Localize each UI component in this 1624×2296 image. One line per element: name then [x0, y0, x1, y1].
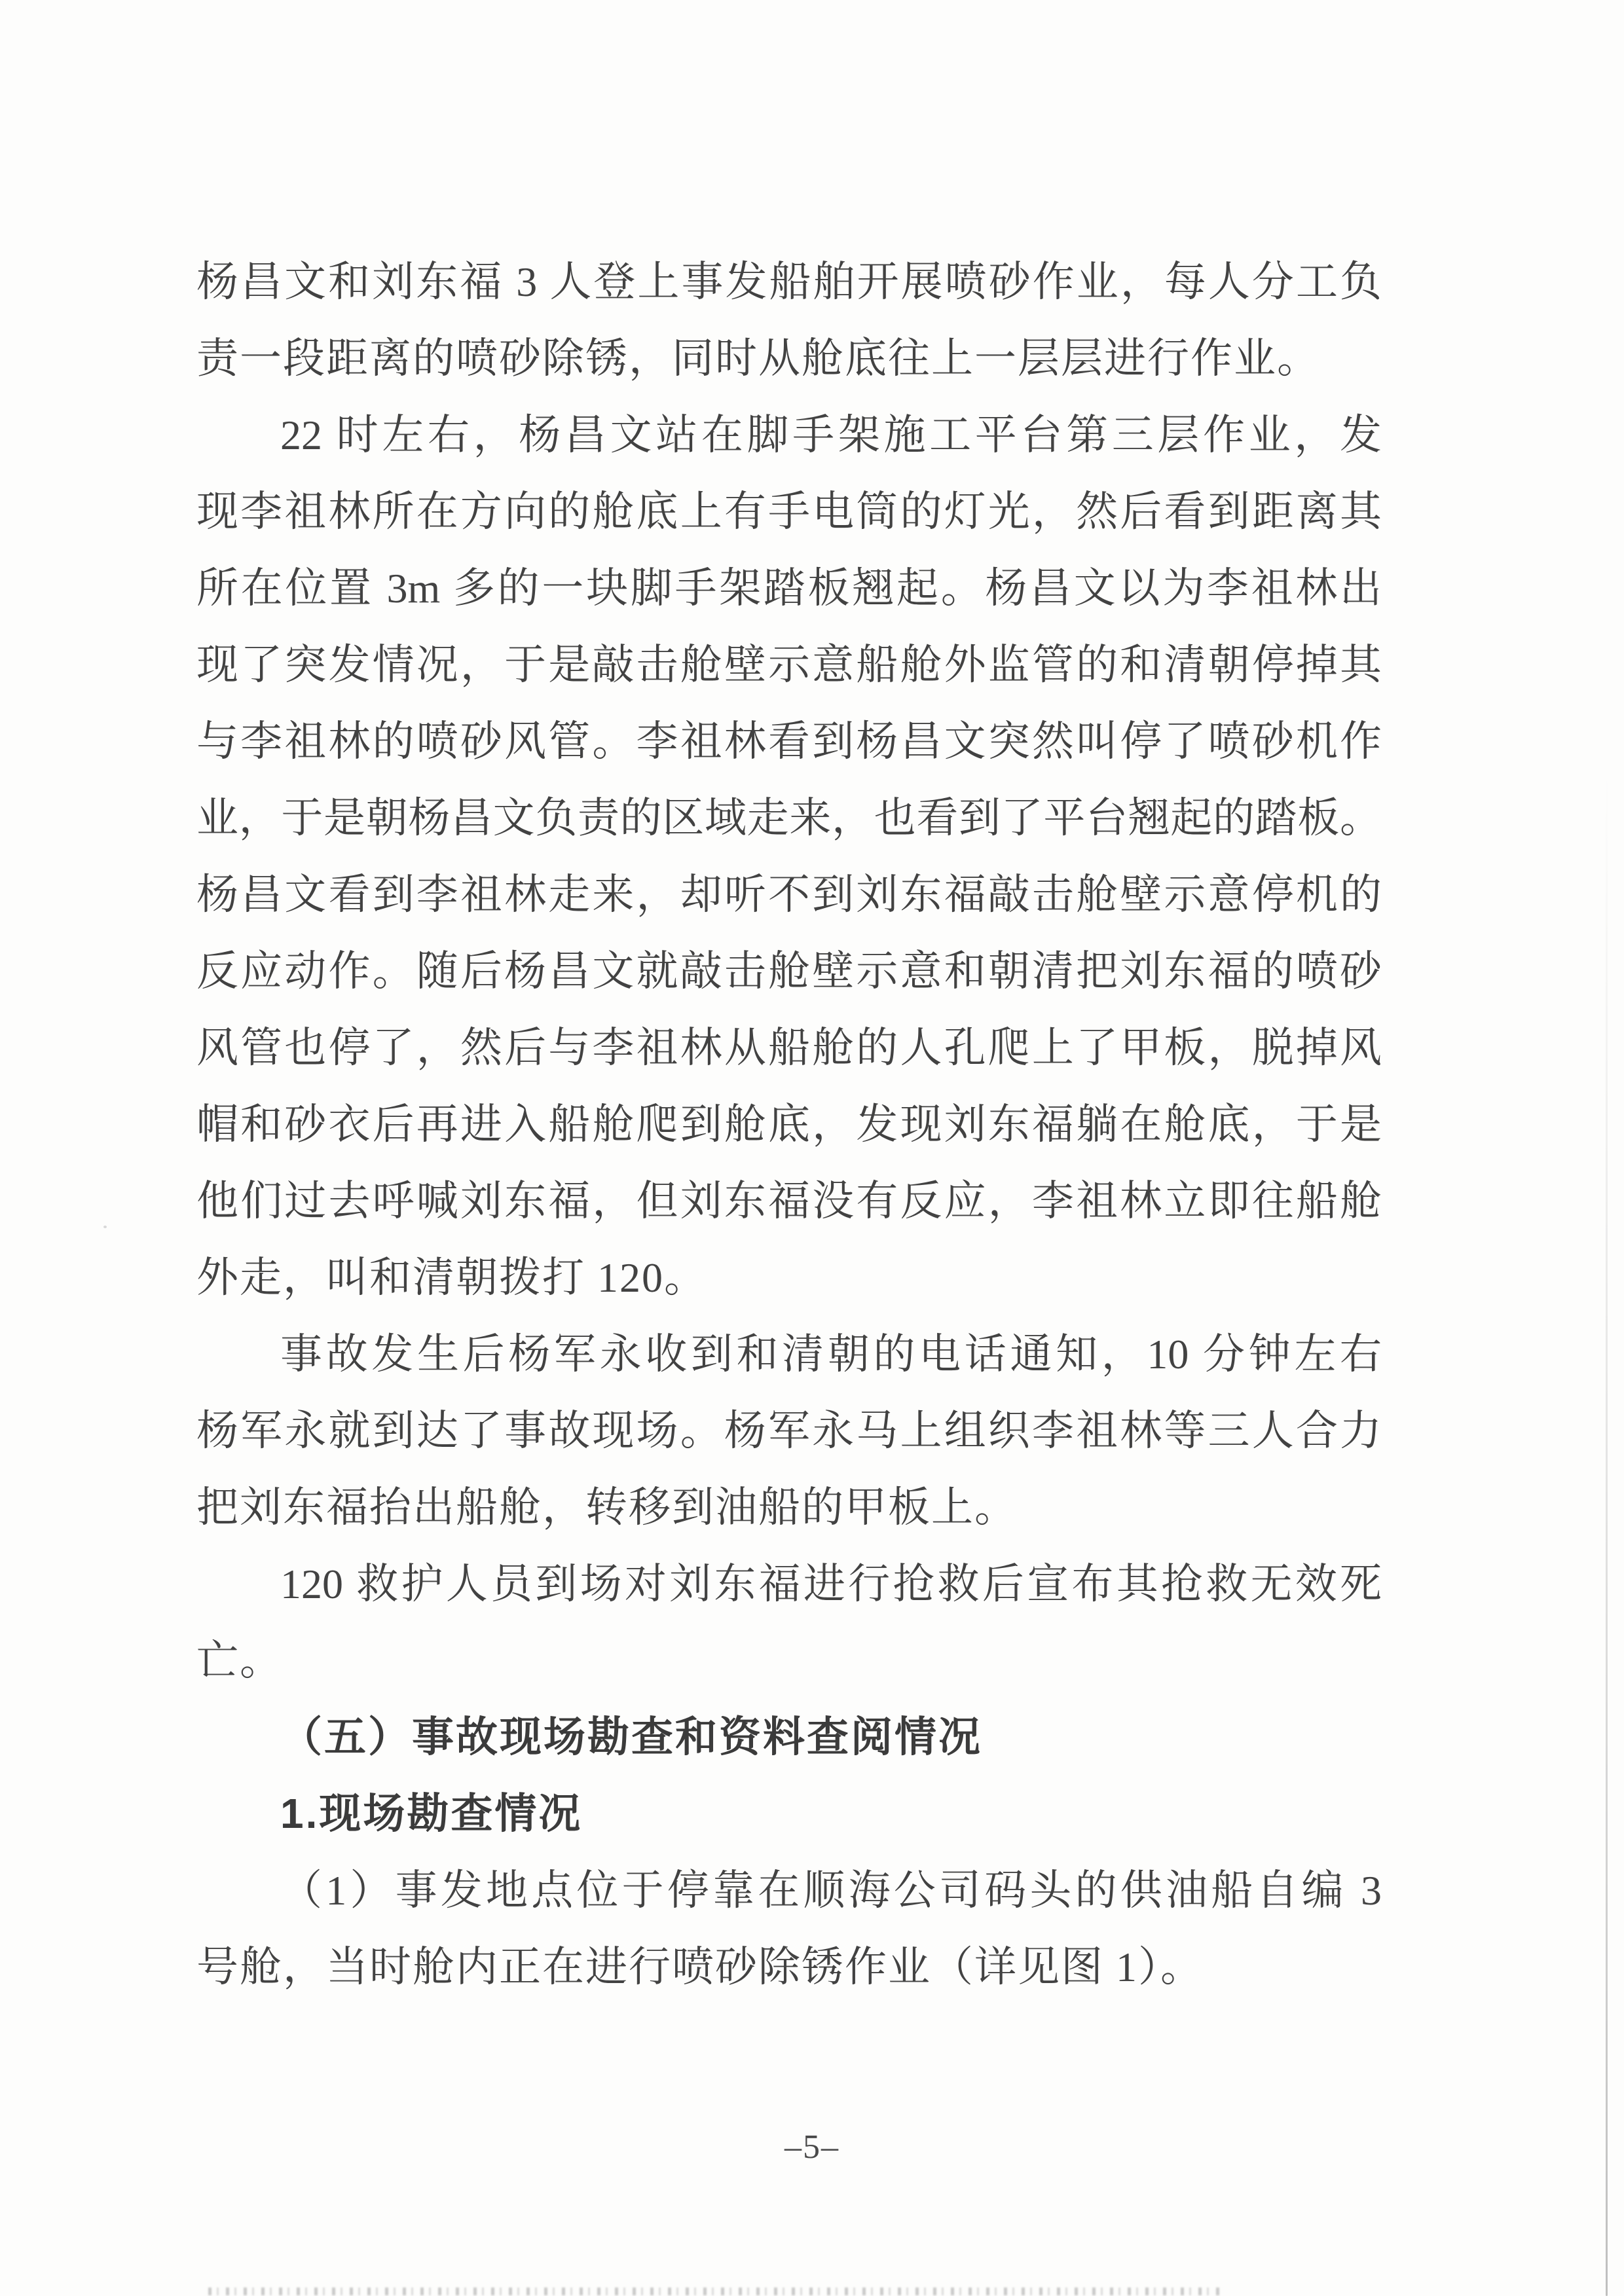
body-line: 责一段距离的喷砂除锈，同时从舱底往上一层层进行作业。: [196, 335, 1320, 382]
scan-edge-line-artifact: [1606, 773, 1608, 2296]
body-line: 业，于是朝杨昌文负责的区域走来，也看到了平台翘起的踏板。: [196, 795, 1382, 841]
body-line: 他们过去呼喊刘东福，但刘东福没有反应，李祖林立即往船舱: [196, 1178, 1382, 1224]
body-line: 杨军永就到达了事故现场。杨军永马上组织李祖林等三人合力: [196, 1408, 1382, 1454]
body-line: （1）事发地点位于停靠在顺海公司码头的供油船自编 3: [280, 1867, 1382, 1914]
body-line: 杨昌文和刘东福 3 人登上事发船舶开展喷砂作业，每人分工负: [196, 259, 1382, 305]
body-line: 与李祖林的喷砂风管。李祖林看到杨昌文突然叫停了喷砂机作: [196, 718, 1382, 765]
scan-speck-artifact: [103, 1226, 107, 1228]
body-line: 120 救护人员到场对刘东福进行抢救后宣布其抢救无效死: [280, 1561, 1382, 1607]
text-block: [196, 244, 1382, 2005]
body-line: 反应动作。随后杨昌文就敲击舱壁示意和朝清把刘东福的喷砂: [196, 948, 1382, 994]
scan-smudge-artifact: [208, 2287, 1220, 2295]
body-line: 现了突发情况，于是敲击舱壁示意船舱外监管的和清朝停掉其: [196, 642, 1382, 688]
section-heading: （五）事故现场勘查和资料查阅情况: [280, 1713, 982, 1760]
body-line: 现李祖林所在方向的舱底上有手电筒的灯光，然后看到距离其: [196, 488, 1382, 535]
page-number: –5–: [784, 2128, 840, 2166]
subsection-heading: 1.现场勘查情况: [280, 1790, 583, 1837]
body-line: 号舱，当时舱内正在进行喷砂除锈作业（详见图 1）。: [196, 1944, 1204, 1990]
body-line: 所在位置 3m 多的一块脚手架踏板翘起。杨昌文以为李祖林出: [196, 565, 1382, 611]
body-line: 风管也停了，然后与李祖林从船舱的人孔爬上了甲板，脱掉风: [196, 1025, 1382, 1071]
body-line: 杨昌文看到李祖林走来，却听不到刘东福敲击舱壁示意停机的: [196, 871, 1382, 918]
body-line: 帽和砂衣后再进入船舱爬到舱底，发现刘东福躺在舱底，于是: [196, 1101, 1382, 1148]
body-line: 外走，叫和清朝拨打 120。: [196, 1254, 707, 1301]
body-line: 亡。: [196, 1637, 283, 1684]
body-line: 把刘东福抬出船舱，转移到油船的甲板上。: [196, 1484, 1018, 1531]
body-line: 22 时左右，杨昌文站在脚手架施工平台第三层作业，发: [280, 412, 1382, 458]
body-line: 事故发生后杨军永收到和清朝的电话通知，10 分钟左右: [280, 1331, 1382, 1377]
